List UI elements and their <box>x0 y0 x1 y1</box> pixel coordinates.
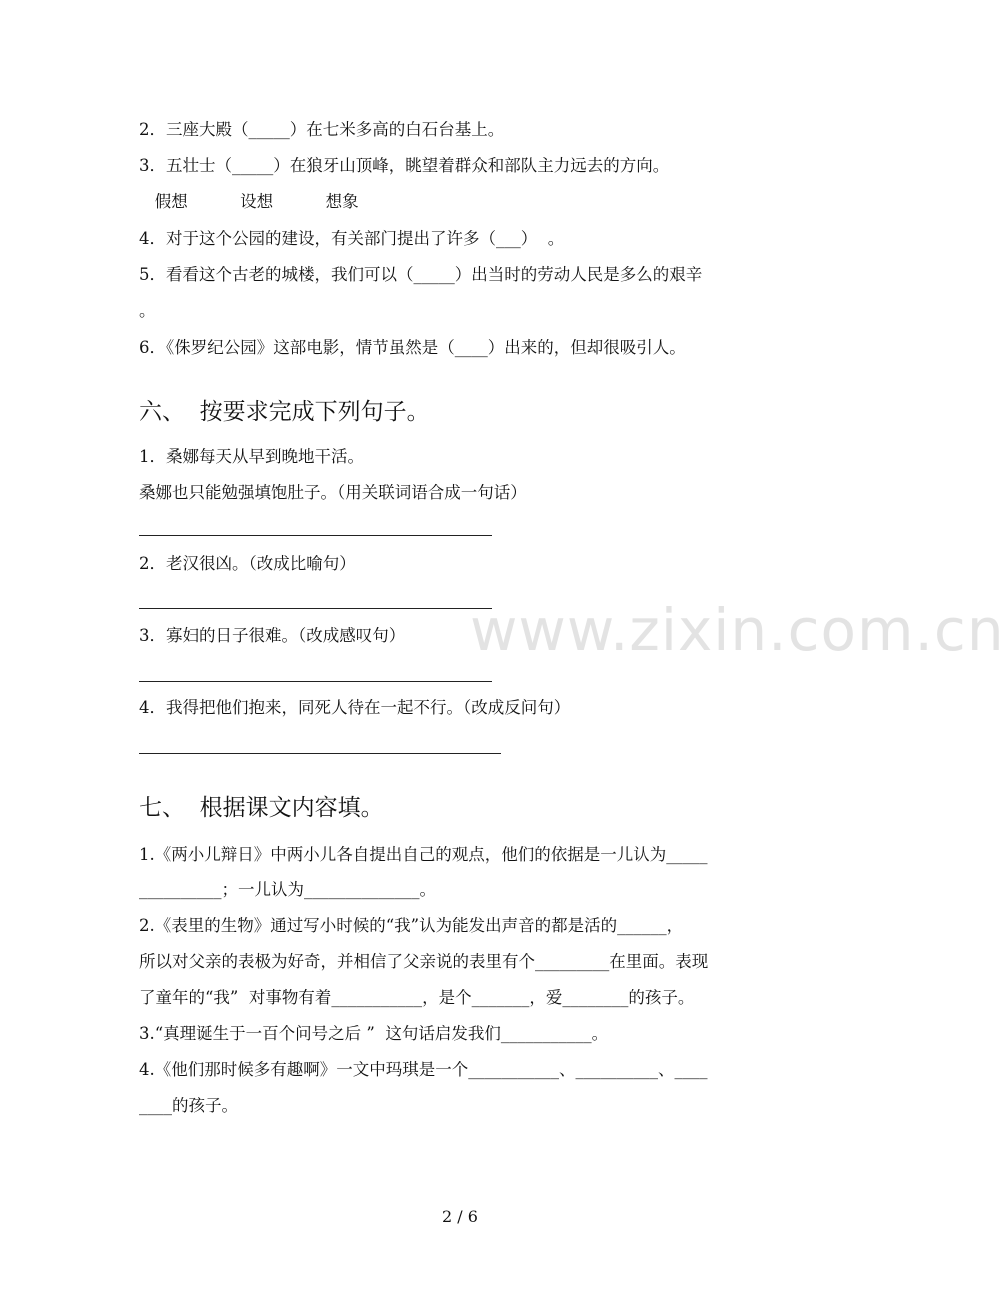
question-6-1-line2: 桑娜也只能勉强填饱肚子。（用关联词语合成一句话） <box>139 483 527 502</box>
answer-line-6-3[interactable] <box>139 681 492 682</box>
question-5-4: 4．对于这个公园的建设，有关部门提出了许多（___） 。 <box>139 229 565 248</box>
page-number: 2 / 6 <box>442 1207 478 1226</box>
question-6-3: 3．寡妇的日子很难。（改成感叹句） <box>139 626 406 645</box>
question-5-5: 5．看看这个古老的城楼，我们可以（_____）出当时的劳动人民是多么的艰辛 <box>139 265 703 284</box>
question-7-line4: 所以对父亲的表极为好奇，并相信了父亲说的表里有个_________在里面。表现 <box>139 952 709 971</box>
answer-line-6-4[interactable] <box>139 753 501 754</box>
section-6-heading: 六、 按要求完成下列句子。 <box>139 399 430 425</box>
question-7-line8: ____的孩子。 <box>139 1096 238 1115</box>
word-choices: 假想 设想 想象 <box>139 192 359 211</box>
question-7-line7: 4.《他们那时候多有趣啊》一文中玛琪是一个___________、__________、____ <box>139 1060 708 1079</box>
question-7-line3: 2.《表里的生物》通过写小时候的“我”认为能发出声音的都是活的______， <box>139 916 684 935</box>
question-6-4: 4．我得把他们抱来，同死人待在一起不行。（改成反问句） <box>139 698 571 717</box>
watermark: www.zixin.com.cn <box>470 596 1005 664</box>
question-5-5-end: 。 <box>139 301 156 320</box>
section-7-heading: 七、 根据课文内容填。 <box>139 795 384 821</box>
question-6-1-line1: 1．桑娜每天从早到晚地干活。 <box>139 447 364 466</box>
answer-line-6-2[interactable] <box>139 608 492 609</box>
question-7-line5: 了童年的“我” 对事物有着___________，是个_______，爱________的孩子。 <box>139 988 695 1007</box>
question-5-3: 3．五壮士（_____）在狼牙山顶峰，眺望着群众和部队主力远去的方向。 <box>139 156 670 175</box>
question-6-2: 2．老汉很凶。（改成比喻句） <box>139 554 356 573</box>
question-7-line2: __________；一儿认为______________。 <box>139 880 436 899</box>
answer-line-6-1[interactable] <box>139 535 492 536</box>
question-7-line1: 1.《两小儿辩日》中两小儿各自提出自己的观点，他们的依据是一儿认为_____ <box>139 845 708 864</box>
question-5-6: 6．《侏罗纪公园》这部电影，情节虽然是（____）出来的，但却很吸引人。 <box>139 338 686 357</box>
question-5-2: 2．三座大殿（_____）在七米多高的白石台基上。 <box>139 120 505 139</box>
question-7-line6: 3.“真理诞生于一百个问号之后 ” 这句话启发我们___________。 <box>139 1024 609 1043</box>
